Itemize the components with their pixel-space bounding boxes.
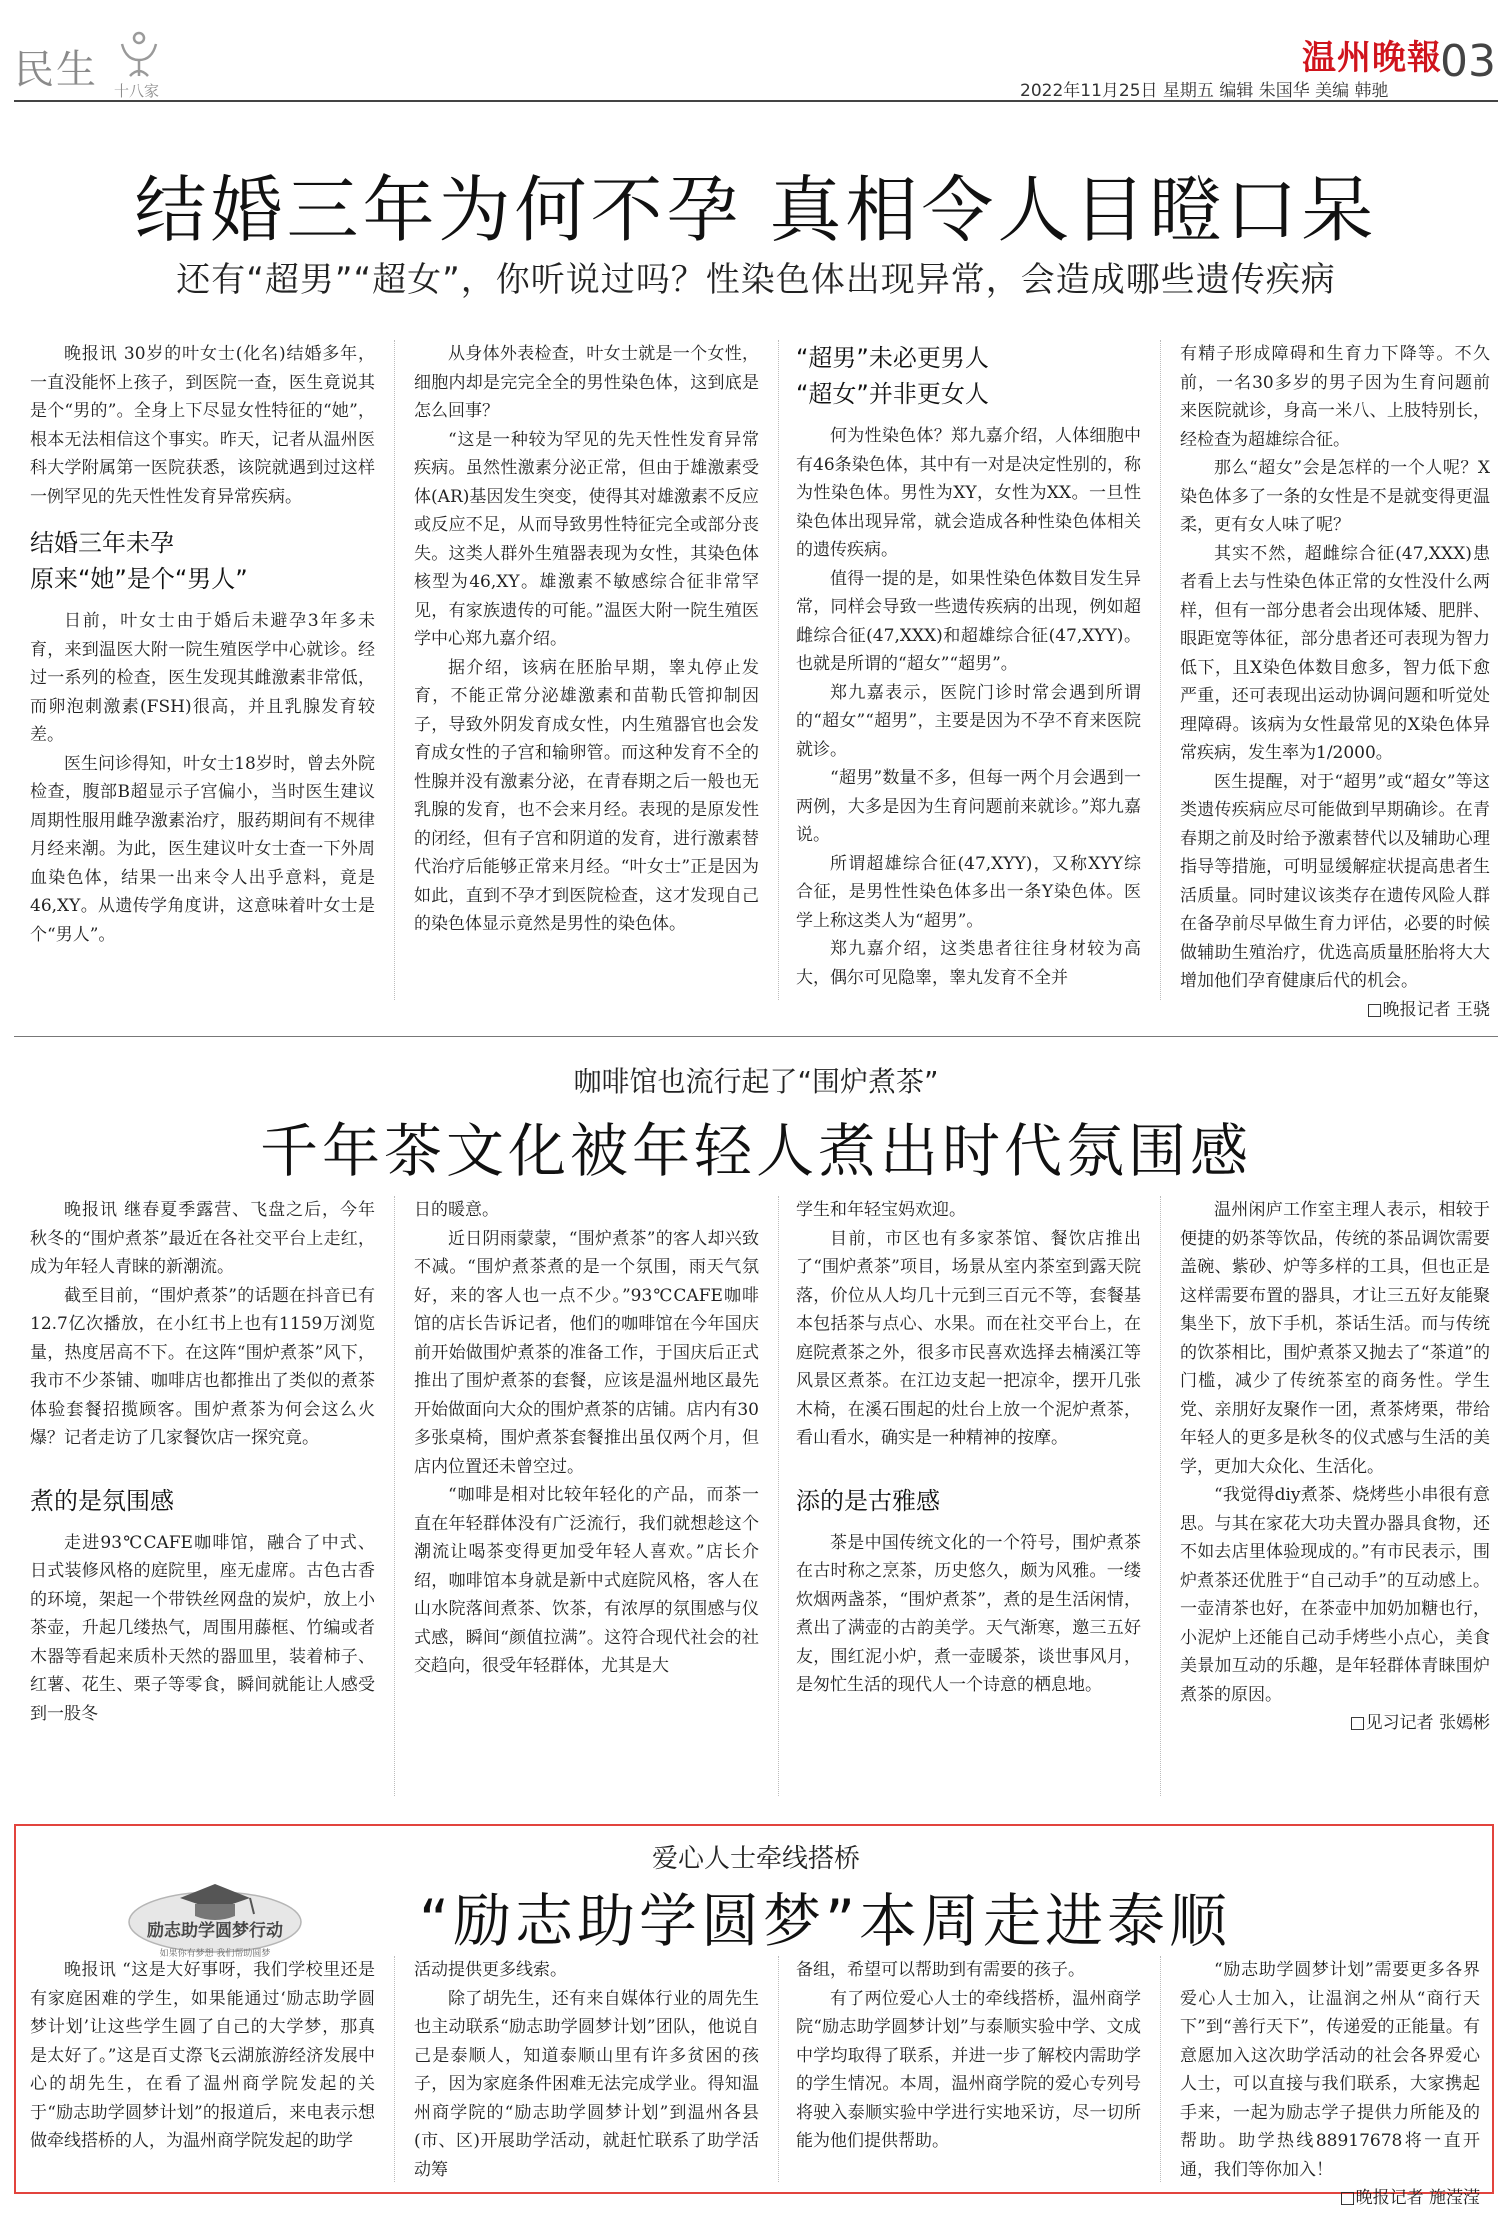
- paragraph: 所谓超雄综合征(47,XYY)，又称XYY综合征，是男性性染色体多出一条Y染色体。医学上称这类人为“超男”。: [796, 853, 1141, 931]
- paragraph: 日前，叶女士由于婚后未避孕3年多未育，来到温医大附一院生殖医学中心就诊。经过一系列的检查，医生发现其雌激素非常低，而卵泡刺激素(FSH)很高，并且乳腺发育较差。: [30, 611, 375, 745]
- paragraph: 近日阴雨蒙蒙，“围炉煮茶”的客人却兴致不减。“围炉煮茶煮的是一个氛围，雨天气氛好，来的客人也一点不少。”93℃CAFE咖啡馆的店长告诉记者，他们的咖啡馆在今年国庆前开始做围炉煮茶的准备工作，于国庆后正式推出了围炉煮茶的套餐，应该是温州地区最先开始做面向大众的围炉煮茶的店铺。店内有30多张桌椅，围炉煮茶套餐推出虽仅两个月，但店内位置还未曾空过。: [414, 1228, 759, 1477]
- dateline: 2022年11月25日 星期五 编辑 朱国华 美编 韩驰: [1020, 81, 1389, 101]
- page-number: 03: [1440, 36, 1496, 87]
- article3-kicker: 爱心人士牵线搭桥: [651, 1844, 860, 1874]
- article2-column-2: [414, 1196, 759, 1681]
- family-logo-icon: [116, 30, 162, 78]
- paragraph: 截至目前，“围炉煮茶”的话题在抖音已有12.7亿次播放，在小红书上也有1159万浏览量，热度居高不下。在这阵“围炉煮茶”风下，我市不少茶铺、咖啡店也都推出了类似的煮茶体验套餐招揽顾客。围炉煮茶为何会这么火爆？记者走访了几家餐饮店一探究竟。: [30, 1285, 375, 1448]
- article3-column-1: [30, 1956, 375, 2156]
- paragraph: 医生提醒，对于“超男”或“超女”等这类遗传疾病应尽可能做到早期确诊。在青春期之前及时给予激素替代以及辅助心理指导等措施，可明显缓解症状提高患者生活质量。同时建议该类存在遗传风险人群在备孕前尽早做生育力评估，必要的时候做辅助生殖治疗，优选高质量胚胎将大大增加他们孕育健康后代的机会。: [1180, 771, 1490, 991]
- paragraph: 学生和年轻宝妈欢迎。: [796, 1200, 966, 1220]
- paragraph: “咖啡是相对比较年轻化的产品，而茶一直在年轻群体没有广泛流行，我们就想趁这个潮流让喝茶变得更加受年轻人喜欢。”店长介绍，咖啡馆本身就是新中式庭院风格，客人在山水院落间煮茶、饮茶，有浓厚的氛围感与仪式感，瞬间“颜值拉满”。这符合现代社会的社交趋向，很受年轻群体，尤其是大: [414, 1485, 759, 1676]
- article1-column-2: [414, 340, 759, 939]
- article3-column-3: [796, 1956, 1141, 2156]
- article3-column-4: [1180, 1956, 1480, 2213]
- paragraph: 郑九嘉介绍，这类患者往往身材较为高大，偶尔可见隐睾，睾丸发育不全并: [796, 939, 1141, 988]
- article1-column-1: [30, 340, 375, 949]
- byline: □晚报记者 王骁: [1366, 999, 1490, 1020]
- svg-text:如果你有梦想 我们帮助圆梦: 如果你有梦想 我们帮助圆梦: [159, 1949, 271, 1959]
- paragraph: 据介绍，该病在胚胎早期，睾丸停止发育，不能正常分泌雄激素和苗勒氏管抑制因子，导致外阴发育成女性，内生殖器官也会发育成女性的子宫和输卵管。而这种发育不全的性腺并没有激素分泌，在青春期之后一般也无乳腺的发育，也不会来月经。表现的是原发性的闭经，但有子宫和阴道的发育，进行激素替代治疗后能够正常来月经。“叶女士”正是因为如此，直到不孕才到医院检查，这才发现自己的染色体显示竟然是男性的染色体。: [414, 657, 759, 934]
- paragraph: 目前，市区也有多家茶馆、餐饮店推出了“围炉煮茶”项目，场景从室内茶室到露天院落，价位从人均几十元到三百元不等，套餐基本包括茶与点心、水果。而在社交平台上，在庭院煮茶之外，很多市民喜欢选择去楠溪江等风景区煮茶。在江边支起一把凉伞，摆开几张木椅，在溪石围起的灶台上放一个泥炉煮茶，看山看水，确实是一种精神的按摩。: [796, 1228, 1141, 1448]
- section-heading: 煮的是氛围感: [30, 1486, 174, 1515]
- heading-line: “超男”未必更男人: [796, 344, 989, 372]
- column-divider: [1160, 1196, 1161, 1796]
- heading-line: 原来“她”是个“男人”: [30, 565, 248, 593]
- section-heading: [796, 340, 1141, 412]
- column-divider: [394, 340, 395, 1000]
- svg-text:励志助学圆梦行动: 励志助学圆梦行动: [147, 1921, 283, 1941]
- paragraph: “我觉得diy煮茶、烧烤些小串很有意思。与其在家花大功夫置办器具食物，还不如去店里体验现成的。”有市民表示，围炉煮茶还优胜于“自己动手”的互动感上。一壶清茶也好，在茶壶中加奶加糖也行，小泥炉上还能自己动手烤些小点心，美食美景加互动的乐趣，是年轻群体青睐围炉煮茶的原因。: [1180, 1485, 1490, 1705]
- paragraph: 晚报讯 “这是大好事呀，我们学校里还是有家庭困难的学生，如果能通过‘励志助学圆梦计划’让这些学生圆了自己的大学梦，那真是太好了。”这是百丈漈飞云湖旅游经济发展中心的胡先生，在看了温州商学院发起的关于“励志助学圆梦计划”的报道后，来电表示想做牵线搭桥的人，为温州商学院发起的助学: [30, 1960, 375, 2151]
- newspaper-brand: 温州晚報: [1302, 38, 1442, 78]
- paragraph: 其实不然，超雌综合征(47,XXX)患者看上去与性染色体正常的女性没什么两样，但有一部分患者会出现体矮、肥胖、眼距宽等体征，部分患者还可表现为智力低下，且X染色体数目愈多，智力低下愈严重，还可表现出运动协调问题和听觉处理障碍。该病为女性最常见的X染色体异常疾病，发生率为1/2000。: [1180, 543, 1490, 763]
- masthead-rule: [14, 100, 1498, 102]
- paragraph: 有精子形成障碍和生育力下降等。不久前，一名30多岁的男子因为生育问题前来医院就诊，身高一米八、上肢特别长，经检查为超雄综合征。: [1180, 344, 1490, 450]
- byline: □见习记者 张嫣彬: [1349, 1713, 1490, 1733]
- column-divider: [1160, 1956, 1161, 2182]
- article2-kicker: 咖啡馆也流行起了“围炉煮茶”: [573, 1065, 939, 1098]
- column-divider: [394, 1196, 395, 1796]
- article1-column-4: [1180, 340, 1490, 1024]
- paragraph: 走进93℃CAFE咖啡馆，融合了中式、日式装修风格的庭院里，座无虚席。古色古香的环境，架起一个带铁丝网盘的炭炉，放上小茶壶，升起几缕热气，周围用藤框、竹编或者木器等看起来质朴天然的器皿里，装着柿子、红薯、花生、栗子等零食，瞬间就能让人感受到一股冬: [30, 1532, 375, 1724]
- paragraph: 有了两位爱心人士的牵线搭桥，温州商学院“励志助学圆梦计划”与泰顺实验中学、文成中学均取得了联系，并进一步了解校内需助学的学生情况。本周，温州商学院的爱心专列号将驶入泰顺实验中学进行实地采访，尽一切所能为他们提供帮助。: [796, 1988, 1141, 2151]
- heading-line: 结婚三年未孕: [30, 529, 174, 557]
- paragraph: 温州闲庐工作室主理人表示，相较于便捷的奶茶等饮品，传统的茶品调饮需要盖碗、紫砂、炉等多样的工具，但也正是这样需要布置的器具，才让三五好友能聚集坐下，放下手机，茶话生活。而与传统的饮茶相比，围炉煮茶又抛去了“茶道”的门槛，减少了传统茶室的商务性。学生党、亲朋好友聚作一团，煮茶烤栗，带给年轻人的更多是秋冬的仪式感与生活的美学，更加大众化、生活化。: [1180, 1200, 1490, 1477]
- paragraph: 茶是中国传统文化的一个符号，围炉煮茶在古时称之烹茶，历史悠久，颇为风雅。一缕炊烟两盏茶，“围炉煮茶”，煮的是生活闲情，煮出了满壶的古韵美学。天气渐寒，邀三五好友，围红泥小炉，煮一壶暖茶，谈世事风月，是匆忙生活的现代人一个诗意的栖息地。: [796, 1532, 1141, 1695]
- paragraph: 何为性染色体？郑九嘉介绍，人体细胞中有46条染色体，其中有一对是决定性别的，称为性染色体。男性为XY，女性为XX。一旦性染色体出现异常，就会造成各种性染色体相关的遗传疾病。: [796, 426, 1141, 560]
- article1-headline: 结婚三年为何不孕 真相令人目瞪口呆: [134, 168, 1378, 252]
- paragraph: 晚报讯 继春夏季露营、飞盘之后，今年秋冬的“围炉煮茶”最近在各社交平台上走红，成为年轻人青睐的新潮流。: [30, 1200, 375, 1277]
- article2-column-3: [796, 1196, 1141, 1700]
- article1-subheadline: 还有“超男”“超女”，你听说过吗？性染色体出现异常，会造成哪些遗传疾病: [176, 260, 1336, 300]
- paragraph: 从身体外表检查，叶女士就是一个女性，细胞内却是完完全全的男性染色体，这到底是怎么回事？: [414, 344, 759, 421]
- article2-column-4: [1180, 1196, 1490, 1738]
- paragraph: 除了胡先生，还有来自媒体行业的周先生也主动联系“励志助学圆梦计划”团队，他说自己是泰顺人，知道泰顺山里有许多贫困的孩子，因为家庭条件困难无法完成学业。得知温州商学院的“励志助学圆梦计划”到温州各县(市、区)开展助学活动，就赶忙联系了助学活动筹: [414, 1988, 759, 2180]
- article2-column-1: [30, 1196, 375, 1728]
- section-subtitle: 十八家: [114, 82, 160, 100]
- paragraph: 郑九嘉表示，医院门诊时常会遇到所谓的“超女”“超男”，主要是因为不孕不育来医院就诊。: [796, 682, 1141, 760]
- paragraph: 医生问诊得知，叶女士18岁时，曾去外院检查，腹部B超显示子宫偏小，当时医生建议周期性服用雌孕激素治疗，服药期间有不规律月经来潮。为此，医生建议叶女士查一下外周血染色体，结果一出来令人出乎意料，竟是46,XY。从遗传学角度讲，这意味着叶女士是个“男人”。: [30, 753, 375, 945]
- paragraph: 那么“超女”会是怎样的一个人呢？X染色体多了一条的女性是不是就变得更温柔，更有女人味了呢？: [1180, 458, 1490, 535]
- heading-line: “超女”并非更女人: [796, 380, 989, 408]
- section-heading: [30, 525, 375, 597]
- column-divider: [778, 1956, 779, 2182]
- paragraph: “这是一种较为罕见的先天性性发育异常疾病。虽然性激素分泌正常，但由于雄激素受体(AR)基因发生突变，使得其对雄激素不反应或反应不足，从而导致男性特征完全或部分丧失。这类人群外生殖器表现为女性，其染色体核型为46,XY。雄激素不敏感综合征非常罕见，有家族遗传的可能。”温医大附一院生殖医学中心郑九嘉介绍。: [414, 429, 759, 649]
- paragraph: 值得一提的是，如果性染色体数目发生异常，同样会导致一些遗传疾病的出现，例如超雌综合征(47,XXX)和超雄综合征(47,XYY)。也就是所谓的“超女”“超男”。: [796, 568, 1141, 674]
- paragraph: “超男”数量不多，但每一两个月会遇到一两例，大多是因为生育问题前来就诊。”郑九嘉说。: [796, 768, 1141, 845]
- column-divider: [394, 1956, 395, 2182]
- paragraph: 活动提供更多线索。: [414, 1960, 567, 1980]
- section-heading: 添的是古雅感: [796, 1486, 940, 1515]
- paragraph: 晚报讯 30岁的叶女士(化名)结婚多年，一直没能怀上孩子，到医院一查，医生竟说其是个“男的”。全身上下尽显女性特征的“她”，根本无法相信这个事实。昨天，记者从温州医科大学附属第一医院获悉，该院就遇到过这样一例罕见的先天性性发育异常疾病。: [30, 344, 375, 507]
- paragraph: 日的暖意。: [414, 1200, 499, 1220]
- article3-headline: “励志助学圆梦”本周走进泰顺: [418, 1887, 1232, 1955]
- article-separator: [14, 1036, 1498, 1037]
- article2-headline: 千年茶文化被年轻人煮出时代氛围感: [259, 1117, 1252, 1185]
- paragraph: “励志助学圆梦计划”需要更多各界爱心人士加入，让温润之州从“商行天下”到“善行天下”，传递爱的正能量。有意愿加入这次助学活动的社会各界爱心人士，可以直接与我们联系，大家携起手来，一起为励志学子提供力所能及的帮助。助学热线88917678将一直开通，我们等你加入！: [1180, 1960, 1480, 2180]
- column-divider: [778, 340, 779, 1000]
- byline: □晚报记者 施滢滢: [1339, 2188, 1480, 2208]
- section-name: 民生: [14, 47, 98, 93]
- article3-column-2: [414, 1956, 759, 2184]
- column-divider: [1160, 340, 1161, 1000]
- article1-column-3: [796, 340, 1141, 992]
- paragraph: 备组，希望可以帮助到有需要的孩子。: [796, 1960, 1085, 1980]
- column-divider: [778, 1196, 779, 1796]
